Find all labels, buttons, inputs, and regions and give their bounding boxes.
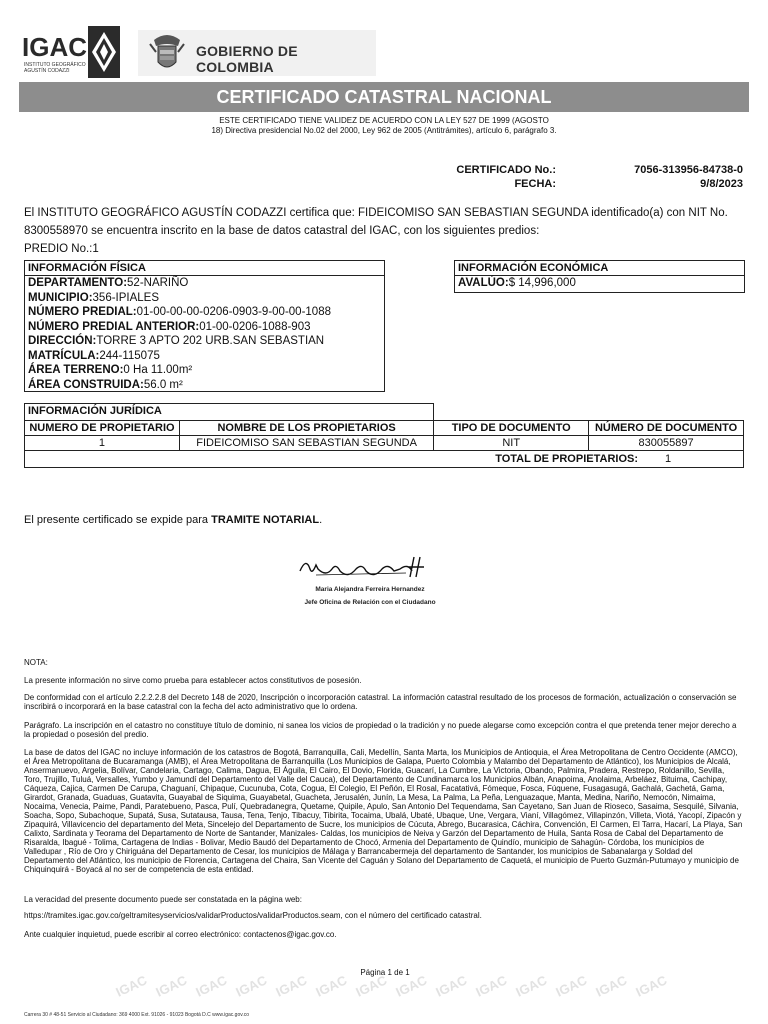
watermark-mark: IGAC bbox=[313, 972, 350, 1000]
watermark-mark: IGAC bbox=[113, 972, 150, 1000]
fisica-row-value: 356-IPIALES bbox=[92, 291, 160, 304]
fisica-row-label: MUNICIPIO: bbox=[28, 291, 93, 304]
certificate-date-value: 9/8/2023 bbox=[700, 178, 743, 190]
note-paragraph-3: Parágrafo. La inscripción en el catastro no constituye título de dominio, ni sanea los vicios de propiedad o la tradición y no puede alegarse como excepción contra el que pretenda tener mejor derecho a la propiedad o posesión del predio. bbox=[24, 721, 737, 739]
fisica-row bbox=[25, 334, 384, 349]
avaluo-value: $ 14,996,000 bbox=[508, 277, 576, 289]
intro-line-1: El INSTITUTO GEOGRÁFICO AGUSTÍN CODAZZI certifica que: FIDEICOMISO SAN SEBASTIAN SEGUNDA identificado(a) con NIT No. bbox=[24, 207, 728, 219]
verification-url: https://tramites.igac.gov.co/geltramitesyservicios/validarProductos/validarProductos.seam, con el número del certificado catastral. bbox=[24, 911, 482, 920]
fisica-row-label: DIRECCIÓN: bbox=[28, 335, 97, 347]
watermark-mark: IGAC bbox=[593, 972, 630, 1000]
watermark-mark: IGAC bbox=[393, 972, 430, 1000]
table-row bbox=[25, 436, 744, 451]
juridica-total-row bbox=[25, 451, 744, 468]
fisica-rows bbox=[25, 276, 384, 392]
purpose-prefix: El presente certificado se expide para bbox=[24, 514, 212, 526]
note-heading: NOTA: bbox=[24, 658, 48, 667]
avaluo-row bbox=[455, 276, 744, 291]
fisica-row bbox=[25, 349, 384, 364]
certificate-date-label: FECHA: bbox=[514, 178, 556, 190]
fisica-row-value: 01-00-00-00-0206-0903-9-00-00-1088 bbox=[136, 306, 331, 318]
igac-logo bbox=[22, 26, 122, 78]
certificate-number-value: 7056-313956-84738-0 bbox=[634, 164, 743, 176]
juridica-column-header: NUMERO DE PROPIETARIO bbox=[25, 421, 180, 436]
fisica-row-label: ÁREA CONSTRUIDA: bbox=[28, 378, 144, 391]
signature-image bbox=[296, 549, 436, 583]
table-cell: FIDEICOMISO SAN SEBASTIAN SEGUNDA bbox=[179, 436, 433, 451]
note-paragraph-2: De conformidad con el artículo 2.2.2.2.8 del Decreto 148 de 2020, Inscripción o incorporación catastral. La información catastral resultado de los procesos de formación, actualización o conservación se inscribirá o incorporará en la base catastral con la fecha del acto administrativo que lo ordena. bbox=[24, 693, 737, 711]
juridica-column-header: NÚMERO DE DOCUMENTO bbox=[589, 421, 744, 436]
watermark-mark: IGAC bbox=[353, 972, 390, 1000]
fisica-row bbox=[25, 291, 384, 306]
table-cell: 830055897 bbox=[589, 436, 744, 451]
watermark-mark: IGAC bbox=[473, 972, 510, 1000]
fisica-row-value: 01-00-0206-1088-903 bbox=[199, 320, 311, 333]
watermark-mark: IGAC bbox=[513, 972, 550, 1000]
validity-line-2: 18) Directiva presidencial No.02 del 2000, Ley 962 de 2005 (Antitrámites), artículo 6, parágrafo 3. bbox=[211, 126, 557, 135]
juridica-section bbox=[24, 403, 744, 468]
fisica-heading: INFORMACIÓN FÍSICA bbox=[25, 261, 384, 276]
document-title: CERTIFICADO CATASTRAL NACIONAL bbox=[19, 82, 749, 112]
igac-watermark bbox=[110, 972, 670, 1004]
purpose-suffix: . bbox=[319, 514, 323, 526]
purpose-value: TRAMITE NOTARIAL bbox=[211, 514, 320, 526]
juridica-header-row bbox=[25, 421, 744, 436]
avaluo-label: AVALÚO: bbox=[458, 277, 509, 289]
contact-email-note: Ante cualquier inquietud, puede escribir al correo electrónico: contactenos@igac.gov.co. bbox=[24, 930, 337, 939]
juridica-column-header: NOMBRE DE LOS PROPIETARIOS bbox=[179, 421, 433, 436]
validity-line-1: ESTE CERTIFICADO TIENE VALIDEZ DE ACUERDO CON LA LEY 527 DE 1999 (AGOSTO bbox=[219, 116, 549, 125]
watermark-mark: IGAC bbox=[273, 972, 310, 1000]
fisica-section bbox=[24, 260, 385, 392]
fisica-row-value: 244-115075 bbox=[99, 349, 160, 362]
fisica-row-label: NÚMERO PREDIAL: bbox=[28, 306, 137, 318]
igac-logo-text: IGAC bbox=[22, 32, 87, 62]
igac-emblem-icon bbox=[88, 26, 120, 78]
validity-statement bbox=[150, 116, 618, 136]
total-propietarios-value: 1 bbox=[664, 453, 672, 465]
watermark-mark: IGAC bbox=[633, 972, 670, 1000]
fisica-row-label: NÚMERO PREDIAL ANTERIOR: bbox=[28, 320, 200, 333]
total-propietarios-label: TOTAL DE PROPIETARIOS: bbox=[495, 453, 638, 465]
juridica-column-header: TIPO DE DOCUMENTO bbox=[434, 421, 589, 436]
intro-line-2: 8300558970 se encuentra inscrito en la base de datos catastral del IGAC, con los siguientes predios: bbox=[24, 225, 540, 237]
watermark-mark: IGAC bbox=[233, 972, 270, 1000]
fisica-row bbox=[25, 320, 384, 335]
watermark-mark: IGAC bbox=[433, 972, 470, 1000]
juridica-table bbox=[24, 420, 744, 468]
table-cell: NIT bbox=[434, 436, 589, 451]
purpose-statement bbox=[24, 514, 322, 526]
economica-heading: INFORMACIÓN ECONÓMICA bbox=[455, 261, 744, 276]
gobierno-label: GOBIERNO DE COLOMBIA bbox=[196, 43, 298, 75]
intro-paragraph bbox=[24, 204, 754, 258]
watermark-mark: IGAC bbox=[153, 972, 190, 1000]
fisica-row-value: 52-NARIÑO bbox=[127, 277, 189, 289]
note-paragraph-5: La veracidad del presente documento puede ser constatada en la página web: bbox=[24, 895, 302, 904]
fisica-row-value: 0 Ha 11.00m² bbox=[123, 364, 193, 376]
fisica-row-label: DEPARTAMENTO: bbox=[28, 277, 128, 289]
colombia-crest-icon bbox=[146, 32, 188, 74]
note-paragraph-1: La presente información no sirve como prueba para establecer actos constitutivos de posesión. bbox=[24, 676, 362, 685]
fisica-row-value: TORRE 3 APTO 202 URB.SAN SEBASTIAN bbox=[96, 335, 325, 347]
page-number: Página 1 de 1 bbox=[360, 968, 410, 977]
note-paragraph-4: La base de datos del IGAC no incluye información de los catastros de Bogotá, Barranquilla, Cali, Medellín, Santa Marta, los Municipios de Antioquia, el Área Metropolitana de Centro Occidente (AMCO), el Área Metropolitana de Bucaramanga (AMB), el Área Metropolitana de Barranquilla (Los Municipios de Galapa, Puerto Colombia y Malambo del Departamento de Atlántico), los Municipios de Alcalá, Ansermanuevo, Argelia, Bolívar, Candelaria, Cartago, Calima, Dagua, El Águila, El Cairo, El Dovio, Florida, Guacarí, La Cumbre, La Victoria, Obando, Palmira, Pradera, Restrepo, Roldanillo, Sevilla, Toro, Trujillo, Tuluá, Versalles, Yumbo y Jamundí del Departamento del Valle del Cauca), del Departamento de Cundinamarca los Municipios Albán, Anapoima, Anolaima, Arbeláez, Bituima, Cachipay, Cáqueza, Cajica, Carmen De Carupa, Chaguaní, Chipaque, Cucunuba, Cota, Cogua, El Colegio, El Peñón, El Rosal, Facatativá, Fómeque, Fosca, Fúquene, Fusagasugá, Gachalá, Gachetá, Gama, Girardot, Granada, Guaduas, Guatavita, Guayabal de Siquima, Guayabetal, Guacheta, Jerusalén, Junín, La Mesa, La Palma, La Peña, Lenguazaque, Manta, Medina, Nariño, Nemocón, Nimaima, Nocaima, Venecia, Paime, Pandi, Paratebueno, Pasca, Pulí, Quebradanegra, Quetame, Quipile, Apulo, San Antonio Del Tequendama, San Cayetano, San Juan de Rioseco, Sasaima, Sesquilé, Silvania, Soacha, Sopo, Subachoque, Supatá, Susa, Sutatausa, Tausa, Tena, Tenjo, Tibacuy, Tibirita, Tocaima, Ubalá, Ubaté, Ubaque, Une, Vergara, Vianí, Villagómez, Villapinzón, Villeta, Viotá, Yacopí, Zipacón y Zipaquirá, Villavicencio del departamento del Meta, Sincelejo del Departamento de Sucre, los municipios de Cúcuta, Abrego, Bucarasica, Cáchira, Convención, El Carmen, El Tarra, Hacarí, La Playa, San Calixto, Sardinata y Teorama del Departamento de Norte de Santander, Manizales- Caldas, los municipios de Neiva y Garzón del Departamento de Huila, Santa Rosa de Cabal del Departamento de Risaralda, Ibagué - Tolima, Cartagena de Indias - Bolivar, Medio Baudó del Departamento de Chocó, Armenia del Departamento de Quindío, municipio de Sahagún- Córdoba, los municipios de Valledupar , Río de Oro y Chiriguána del Departamento de Cesar, los municipios de Málaga y Barrancabermeja del departamento de Santander, los municipios de Sabanalarga y Soldad del Departamento del Atlántico, los municipio de Florencia, Cartagena del Chaira, San Vicente del Caguán y Solano del Departamento de Caquetá, el municipio de Puerto Guzmán-Putumayo y municipio de Chiquinquirá - Boyacá al no ser de competencia de esta entidad. bbox=[24, 748, 743, 874]
fisica-row-label: ÁREA TERRENO: bbox=[28, 364, 124, 376]
footer-address: Carrera 30 # 48-51 Servicio al Ciudadano: 369 4000 Ext. 91026 - 91023 Bogotá D.C www.igac.gov.co bbox=[24, 1012, 250, 1018]
predio-label: PREDIO No.:1 bbox=[24, 243, 99, 255]
table-cell: 1 bbox=[25, 436, 180, 451]
signer-name: Maria Alejandra Ferreira Hernandez bbox=[315, 586, 425, 593]
fisica-row-value: 56.0 m² bbox=[143, 378, 183, 391]
certificate-number-label: CERTIFICADO No.: bbox=[456, 164, 556, 176]
fisica-row bbox=[25, 276, 384, 291]
igac-logo-subtitle: INSTITUTO GEOGRÁFICO AGUSTÍN CODAZZI bbox=[24, 62, 86, 74]
watermark-mark: IGAC bbox=[193, 972, 230, 1000]
fisica-row bbox=[25, 305, 384, 320]
fisica-row bbox=[25, 363, 384, 378]
fisica-row-label: MATRÍCULA: bbox=[28, 349, 100, 362]
juridica-heading: INFORMACIÓN JURÍDICA bbox=[24, 403, 434, 420]
signer-role: Jefe Oficina de Relación con el Ciudadano bbox=[304, 599, 436, 606]
gobierno-logo bbox=[138, 30, 376, 76]
watermark-mark: IGAC bbox=[553, 972, 590, 1000]
juridica-body bbox=[25, 436, 744, 451]
economica-section bbox=[454, 260, 745, 293]
fisica-row bbox=[25, 378, 384, 393]
